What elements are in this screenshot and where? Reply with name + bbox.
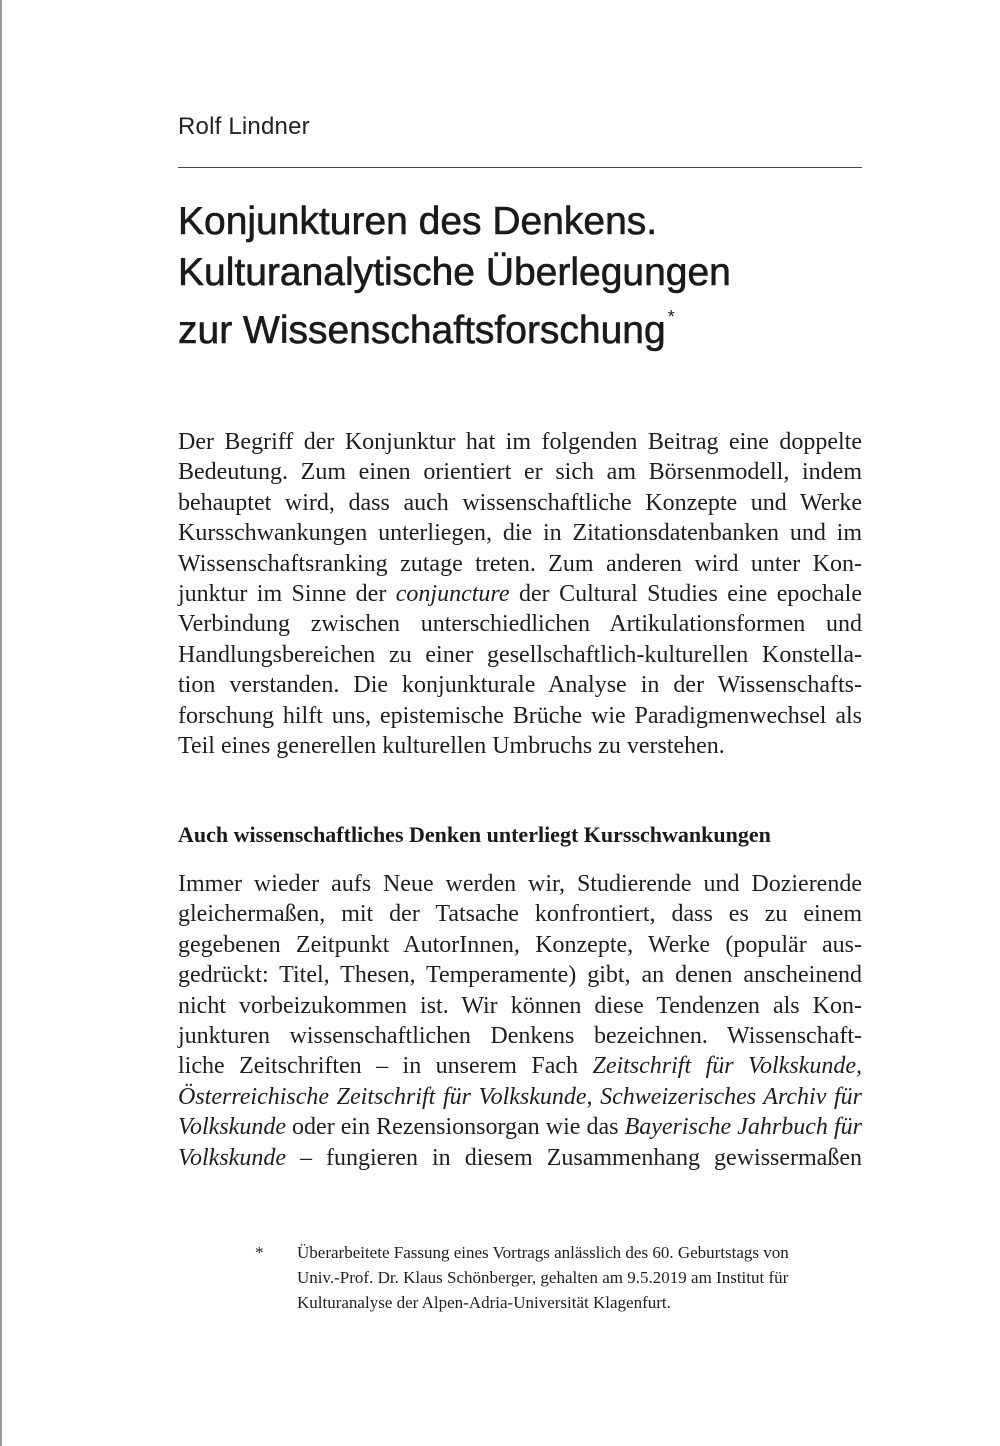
text-line: Immer wieder aufs Neue werden wir, Studierende und Dozierende <box>178 871 862 897</box>
text-line: gegebenen Zeitpunkt AutorInnen, Konzepte, Werke (populär aus- <box>178 931 862 958</box>
text-line: junkturen wissenschaftlichen Denkens bezeichnen. Wissenschaft- <box>178 1023 862 1050</box>
italic-journal-title: Volkskunde <box>178 1114 286 1141</box>
text-line <box>178 1082 862 1112</box>
text-line: gedrückt: Titel, Thesen, Temperamente) gibt, an denen anscheinend <box>178 962 862 989</box>
title-line: Kulturanalytische Überlegungen <box>178 251 731 294</box>
page-edge <box>0 0 2 1446</box>
footnote-line: Kulturanalyse der Alpen-Adria-Universität Klagenfurt. <box>297 1293 671 1312</box>
text-line: Verbindung zwischen unterschiedlichen Artikulationsformen und <box>178 611 862 638</box>
text-line: behauptet wird, dass auch wissenschaftliche Konzepte und Werke <box>178 489 862 516</box>
text-line: tion verstanden. Die konjunkturale Analyse in der Wissenschafts- <box>178 672 862 699</box>
text-line: Bedeutung. Zum einen orientiert er sich am Börsenmodell, indem <box>178 459 862 486</box>
body-paragraph <box>178 869 862 1173</box>
italic-journal-title: Österreichische Zeitschrift für Volkskunde, Schweizerisches Archiv für <box>178 1083 862 1110</box>
text-line: nicht vorbeizukommen ist. Wir können diese Tendenzen als Kon- <box>178 992 862 1019</box>
author-name: Rolf Lindner <box>178 113 310 140</box>
title-line-text: zur Wissenschaftsforschung <box>178 309 666 352</box>
section-heading: Auch wissenschaftliches Denken unterliegt Kursschwankungen <box>178 822 771 847</box>
footnote-line: Univ.-Prof. Dr. Klaus Schönberger, gehalten am 9.5.2019 am Institut für <box>297 1268 789 1287</box>
footnote-marker: * <box>255 1243 264 1262</box>
text-line: forschung hilft uns, epistemische Brüche wie Paradigmenwechsel als <box>178 702 862 729</box>
footnote-text <box>297 1240 867 1315</box>
text-line: Teil eines generellen kulturellen Umbruchs zu verstehen. <box>178 733 725 760</box>
header-rule <box>178 167 862 168</box>
footnote-line: Überarbeitete Fassung eines Vortrags anlässlich des 60. Geburtstags von <box>297 1243 789 1262</box>
italic-term: conjuncture <box>395 581 510 608</box>
article-title <box>178 196 878 356</box>
text-segment: – fungieren in diesem Zusammenhang gewissermaßen <box>285 1144 862 1171</box>
text-line <box>178 1112 862 1142</box>
text-segment: liche Zeitschriften – in unserem Fach <box>178 1053 593 1080</box>
text-line: Der Begriff der Konjunktur hat im folgenden Beitrag eine doppelte <box>178 429 862 455</box>
italic-journal-title: Volkskunde <box>178 1144 286 1171</box>
title-line: Konjunkturen des Denkens. <box>178 200 658 243</box>
abstract-paragraph <box>178 427 862 761</box>
text-line: Wissenschaftsranking zutage treten. Zum anderen wird unter Kon- <box>178 550 862 577</box>
italic-journal-title: Bayerische Jahrbuch für <box>624 1114 862 1141</box>
text-line <box>178 579 862 609</box>
text-line: gleichermaßen, mit der Tatsache konfrontiert, dass es zu einem <box>178 901 862 928</box>
italic-journal-title: Zeitschrift für Volkskunde, <box>592 1053 862 1080</box>
text-line <box>178 1051 862 1081</box>
text-segment: der Cultural Studies eine epochale <box>509 581 862 608</box>
text-segment: junktur im Sinne der <box>178 581 396 608</box>
text-line: Handlungsbereichen zu einer gesellschaftlich-kulturellen Konstella- <box>178 641 862 668</box>
text-line <box>178 1143 862 1173</box>
title-line <box>178 298 878 356</box>
text-segment: oder ein Rezensionsorgan wie das <box>285 1114 625 1141</box>
text-line: Kursschwankungen unterliegen, die in Zitationsdatenbanken und im <box>178 520 862 547</box>
footnote-reference[interactable]: * <box>667 307 675 327</box>
